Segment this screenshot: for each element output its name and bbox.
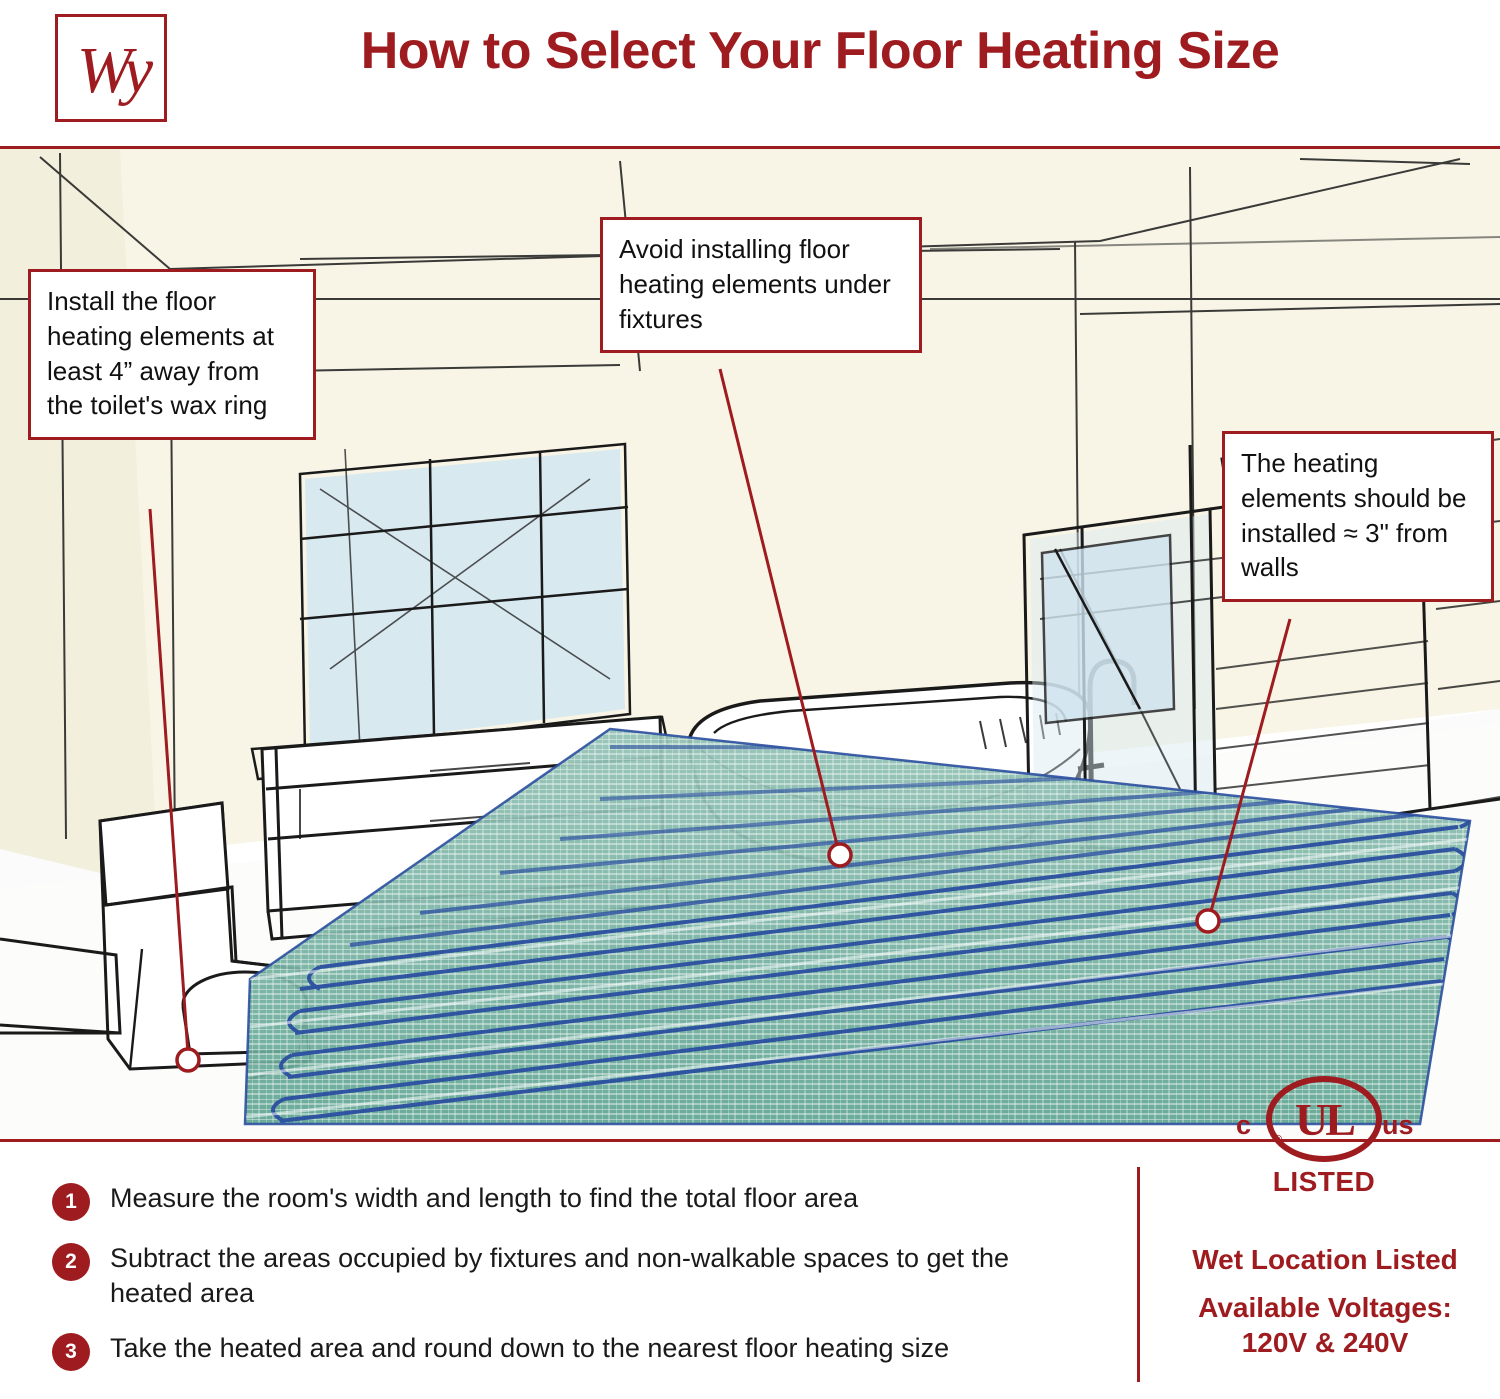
ul-listed-label: LISTED [1272, 1166, 1376, 1197]
certification-text [1160, 1244, 1490, 1360]
voltages-value: 120V & 240V [1241, 1327, 1409, 1358]
list-item [52, 1241, 1112, 1311]
ul-listed-icon [1228, 1074, 1428, 1197]
bathroom-illustration [0, 149, 1500, 1139]
instructions-section [0, 1093, 1500, 1399]
list-item [52, 1331, 1112, 1371]
ul-circle [1266, 1076, 1382, 1162]
ul-letters: UL [1295, 1093, 1353, 1145]
registered-mark: ® [1274, 1134, 1283, 1146]
page-title: How to Select Your Floor Heating Size [360, 22, 1280, 80]
callout-avoid-fixtures: Avoid installing floor heating elements under fixtures [600, 217, 922, 353]
callout-wall-clearance: The heating elements should be installed ≈ 3" from walls [1222, 431, 1494, 602]
callout-toilet-clearance: Install the floor heating elements at least 4” away from the toilet's wax ring [28, 269, 316, 440]
step-text: Measure the room's width and length to find the total floor area [110, 1183, 859, 1213]
step-number-badge: 1 [52, 1183, 90, 1221]
warming-systems-logo: Wy [76, 34, 152, 107]
logo-frame [55, 14, 167, 122]
step-number-badge: 3 [52, 1333, 90, 1371]
page-header [0, 0, 1500, 148]
wet-location-label: Wet Location Listed [1192, 1244, 1458, 1275]
vertical-divider [1137, 1167, 1140, 1382]
ul-suffix: us [1382, 1110, 1414, 1140]
voltages-label: Available Voltages: [1198, 1292, 1452, 1323]
step-text: Take the heated area and round down to the nearest floor heating size [110, 1333, 950, 1364]
step-text: Subtract the areas occupied by fixtures and non-walkable spaces to get the heated area [110, 1243, 1010, 1309]
step-number-badge: 2 [52, 1243, 90, 1281]
steps-list [52, 1181, 1112, 1391]
list-item [52, 1181, 1112, 1221]
ul-prefix: c [1236, 1110, 1252, 1140]
